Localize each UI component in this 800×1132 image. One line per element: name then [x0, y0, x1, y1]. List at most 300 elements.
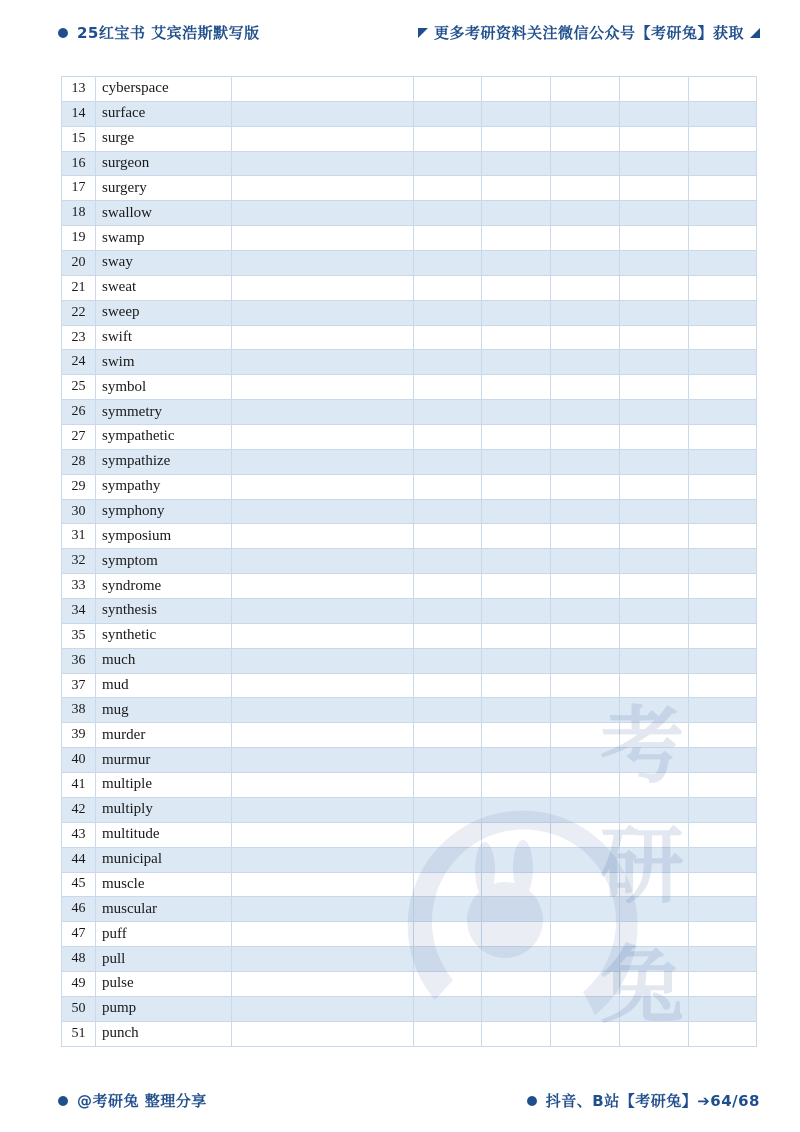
vocab-word: swamp — [96, 226, 232, 251]
row-number: 21 — [62, 275, 96, 300]
table-row — [62, 648, 757, 673]
blank-cell — [551, 797, 620, 822]
blank-cell — [482, 549, 551, 574]
blank-cell — [482, 176, 551, 201]
blank-cell — [620, 748, 689, 773]
vocab-word: synthetic — [96, 623, 232, 648]
blank-cell — [551, 822, 620, 847]
vocab-word: pull — [96, 947, 232, 972]
triangle-right-icon — [750, 28, 760, 38]
blank-cell — [689, 126, 757, 151]
row-number: 28 — [62, 449, 96, 474]
blank-cell — [232, 897, 414, 922]
blank-cell — [232, 673, 414, 698]
blank-cell — [414, 251, 482, 276]
blank-cell — [482, 325, 551, 350]
row-number: 37 — [62, 673, 96, 698]
blank-cell — [620, 449, 689, 474]
vocab-word: syndrome — [96, 574, 232, 599]
blank-cell — [551, 101, 620, 126]
blank-cell — [482, 773, 551, 798]
vocab-word: mud — [96, 673, 232, 698]
blank-cell — [689, 897, 757, 922]
blank-cell — [232, 822, 414, 847]
row-number: 43 — [62, 822, 96, 847]
row-number: 45 — [62, 872, 96, 897]
blank-cell — [689, 797, 757, 822]
header-promo: 更多考研资料关注微信公众号【考研兔】获取 — [433, 24, 744, 42]
blank-cell — [551, 599, 620, 624]
blank-cell — [620, 773, 689, 798]
blank-cell — [689, 574, 757, 599]
row-number: 35 — [62, 623, 96, 648]
table-row — [62, 77, 757, 102]
table-row — [62, 1021, 757, 1046]
blank-cell — [689, 1021, 757, 1046]
blank-cell — [482, 922, 551, 947]
table-row — [62, 623, 757, 648]
blank-cell — [414, 126, 482, 151]
blank-cell — [620, 797, 689, 822]
blank-cell — [620, 300, 689, 325]
blank-cell — [414, 797, 482, 822]
blank-cell — [620, 947, 689, 972]
blank-cell — [551, 947, 620, 972]
vocab-word: sympathy — [96, 474, 232, 499]
blank-cell — [551, 897, 620, 922]
blank-cell — [414, 226, 482, 251]
blank-cell — [414, 400, 482, 425]
blank-cell — [232, 400, 414, 425]
blank-cell — [689, 648, 757, 673]
row-number: 30 — [62, 499, 96, 524]
row-number: 18 — [62, 201, 96, 226]
blank-cell — [689, 549, 757, 574]
blank-cell — [689, 325, 757, 350]
blank-cell — [232, 599, 414, 624]
blank-cell — [689, 275, 757, 300]
table-row — [62, 375, 757, 400]
row-number: 41 — [62, 773, 96, 798]
table-row — [62, 325, 757, 350]
blank-cell — [414, 1021, 482, 1046]
footer-credit: @考研兔 整理分享 — [77, 1092, 207, 1110]
vocab-word: murmur — [96, 748, 232, 773]
table-row — [62, 275, 757, 300]
vocab-word: puff — [96, 922, 232, 947]
blank-cell — [689, 151, 757, 176]
row-number: 34 — [62, 599, 96, 624]
table-row — [62, 201, 757, 226]
row-number: 31 — [62, 524, 96, 549]
blank-cell — [482, 599, 551, 624]
blank-cell — [620, 673, 689, 698]
blank-cell — [620, 599, 689, 624]
table-row — [62, 698, 757, 723]
blank-cell — [414, 425, 482, 450]
header-left — [58, 22, 260, 43]
blank-cell — [414, 449, 482, 474]
table-row — [62, 574, 757, 599]
blank-cell — [620, 474, 689, 499]
blank-cell — [232, 922, 414, 947]
footer-page-info: 抖音、B站【考研兔】➔64/68 — [545, 1092, 760, 1110]
blank-cell — [620, 971, 689, 996]
row-number: 24 — [62, 350, 96, 375]
row-number: 13 — [62, 77, 96, 102]
vocab-table — [61, 76, 757, 1047]
blank-cell — [414, 201, 482, 226]
vocab-word: cyberspace — [96, 77, 232, 102]
blank-cell — [482, 623, 551, 648]
blank-cell — [620, 648, 689, 673]
blank-cell — [689, 201, 757, 226]
blank-cell — [414, 872, 482, 897]
row-number: 48 — [62, 947, 96, 972]
blank-cell — [620, 872, 689, 897]
vocab-word: swim — [96, 350, 232, 375]
blank-cell — [232, 300, 414, 325]
blank-cell — [414, 499, 482, 524]
blank-cell — [414, 325, 482, 350]
blank-cell — [482, 77, 551, 102]
blank-cell — [414, 101, 482, 126]
blank-cell — [689, 425, 757, 450]
table-row — [62, 996, 757, 1021]
blank-cell — [551, 449, 620, 474]
blank-cell — [232, 947, 414, 972]
table-row — [62, 971, 757, 996]
blank-cell — [620, 698, 689, 723]
table-row — [62, 400, 757, 425]
blank-cell — [689, 773, 757, 798]
table-row — [62, 151, 757, 176]
blank-cell — [620, 723, 689, 748]
blank-cell — [620, 822, 689, 847]
vocab-table-body — [62, 77, 757, 1047]
row-number: 15 — [62, 126, 96, 151]
row-number: 46 — [62, 897, 96, 922]
blank-cell — [551, 325, 620, 350]
row-number: 19 — [62, 226, 96, 251]
blank-cell — [232, 350, 414, 375]
vocab-word: symposium — [96, 524, 232, 549]
blank-cell — [620, 176, 689, 201]
blank-cell — [689, 698, 757, 723]
blank-cell — [482, 648, 551, 673]
blank-cell — [414, 474, 482, 499]
blank-cell — [689, 599, 757, 624]
blank-cell — [414, 549, 482, 574]
blank-cell — [620, 499, 689, 524]
vocab-word: punch — [96, 1021, 232, 1046]
blank-cell — [689, 226, 757, 251]
blank-cell — [620, 922, 689, 947]
blank-cell — [482, 524, 551, 549]
blank-cell — [620, 77, 689, 102]
blank-cell — [620, 226, 689, 251]
blank-cell — [482, 947, 551, 972]
blank-cell — [414, 698, 482, 723]
vocab-word: muscle — [96, 872, 232, 897]
vocab-table-container — [61, 76, 756, 1047]
blank-cell — [482, 499, 551, 524]
table-row — [62, 822, 757, 847]
vocab-word: surge — [96, 126, 232, 151]
blank-cell — [482, 872, 551, 897]
blank-cell — [689, 474, 757, 499]
blank-cell — [620, 524, 689, 549]
vocab-word: sweat — [96, 275, 232, 300]
blank-cell — [551, 300, 620, 325]
blank-cell — [232, 648, 414, 673]
blank-cell — [689, 822, 757, 847]
blank-cell — [414, 524, 482, 549]
table-row — [62, 499, 757, 524]
table-row — [62, 947, 757, 972]
table-row — [62, 897, 757, 922]
blank-cell — [232, 375, 414, 400]
blank-cell — [620, 275, 689, 300]
row-number: 20 — [62, 251, 96, 276]
table-row — [62, 251, 757, 276]
blank-cell — [232, 101, 414, 126]
blank-cell — [232, 872, 414, 897]
blank-cell — [232, 623, 414, 648]
table-row — [62, 549, 757, 574]
vocab-word: murder — [96, 723, 232, 748]
blank-cell — [232, 77, 414, 102]
blank-cell — [482, 449, 551, 474]
blank-cell — [482, 251, 551, 276]
blank-cell — [689, 176, 757, 201]
blank-cell — [482, 474, 551, 499]
vocab-word: swallow — [96, 201, 232, 226]
footer-left — [58, 1090, 207, 1111]
blank-cell — [551, 1021, 620, 1046]
vocab-word: sympathize — [96, 449, 232, 474]
blank-cell — [551, 922, 620, 947]
blank-cell — [482, 996, 551, 1021]
blank-cell — [232, 549, 414, 574]
blank-cell — [551, 251, 620, 276]
blank-cell — [551, 201, 620, 226]
blank-cell — [482, 723, 551, 748]
blank-cell — [620, 1021, 689, 1046]
blank-cell — [232, 151, 414, 176]
blank-cell — [482, 574, 551, 599]
table-row — [62, 350, 757, 375]
blank-cell — [551, 698, 620, 723]
row-number: 16 — [62, 151, 96, 176]
page-footer — [58, 1090, 760, 1112]
bullet-dot-icon — [58, 1096, 68, 1106]
blank-cell — [689, 723, 757, 748]
blank-cell — [620, 251, 689, 276]
row-number: 50 — [62, 996, 96, 1021]
blank-cell — [482, 400, 551, 425]
table-row — [62, 176, 757, 201]
blank-cell — [232, 1021, 414, 1046]
blank-cell — [232, 524, 414, 549]
row-number: 51 — [62, 1021, 96, 1046]
table-row — [62, 425, 757, 450]
blank-cell — [689, 922, 757, 947]
blank-cell — [482, 748, 551, 773]
vocab-word: sway — [96, 251, 232, 276]
blank-cell — [689, 748, 757, 773]
blank-cell — [414, 947, 482, 972]
blank-cell — [232, 325, 414, 350]
blank-cell — [551, 226, 620, 251]
blank-cell — [232, 499, 414, 524]
blank-cell — [551, 524, 620, 549]
blank-cell — [232, 251, 414, 276]
blank-cell — [551, 151, 620, 176]
blank-cell — [414, 971, 482, 996]
row-number: 36 — [62, 648, 96, 673]
table-row — [62, 226, 757, 251]
vocab-word: sympathetic — [96, 425, 232, 450]
blank-cell — [414, 599, 482, 624]
table-row — [62, 847, 757, 872]
blank-cell — [482, 425, 551, 450]
blank-cell — [689, 971, 757, 996]
vocab-word: much — [96, 648, 232, 673]
blank-cell — [689, 499, 757, 524]
blank-cell — [689, 872, 757, 897]
vocab-word: muscular — [96, 897, 232, 922]
row-number: 14 — [62, 101, 96, 126]
blank-cell — [482, 300, 551, 325]
blank-cell — [232, 449, 414, 474]
blank-cell — [689, 524, 757, 549]
blank-cell — [482, 797, 551, 822]
vocab-word: multitude — [96, 822, 232, 847]
vocab-word: symphony — [96, 499, 232, 524]
blank-cell — [689, 77, 757, 102]
row-number: 27 — [62, 425, 96, 450]
blank-cell — [551, 673, 620, 698]
blank-cell — [620, 325, 689, 350]
page-header — [58, 22, 760, 44]
row-number: 42 — [62, 797, 96, 822]
blank-cell — [482, 226, 551, 251]
blank-cell — [414, 773, 482, 798]
watermark-char-3: 兔 — [600, 936, 685, 1035]
blank-cell — [482, 698, 551, 723]
vocab-word: surface — [96, 101, 232, 126]
blank-cell — [232, 847, 414, 872]
blank-cell — [232, 773, 414, 798]
blank-cell — [232, 971, 414, 996]
blank-cell — [232, 474, 414, 499]
blank-cell — [551, 275, 620, 300]
blank-cell — [232, 748, 414, 773]
vocab-word: pulse — [96, 971, 232, 996]
vocab-word: mug — [96, 698, 232, 723]
row-number: 25 — [62, 375, 96, 400]
blank-cell — [232, 574, 414, 599]
blank-cell — [689, 673, 757, 698]
vocab-word: synthesis — [96, 599, 232, 624]
vocab-word: symptom — [96, 549, 232, 574]
blank-cell — [551, 425, 620, 450]
triangle-left-icon — [418, 28, 428, 38]
blank-cell — [620, 126, 689, 151]
row-number: 29 — [62, 474, 96, 499]
table-row — [62, 300, 757, 325]
blank-cell — [620, 897, 689, 922]
blank-cell — [482, 126, 551, 151]
blank-cell — [482, 201, 551, 226]
blank-cell — [689, 449, 757, 474]
blank-cell — [620, 425, 689, 450]
table-row — [62, 748, 757, 773]
blank-cell — [482, 673, 551, 698]
vocab-word: symmetry — [96, 400, 232, 425]
blank-cell — [414, 176, 482, 201]
vocab-word: swift — [96, 325, 232, 350]
bullet-dot-icon — [58, 28, 68, 38]
blank-cell — [414, 648, 482, 673]
blank-cell — [482, 822, 551, 847]
blank-cell — [232, 176, 414, 201]
blank-cell — [551, 574, 620, 599]
blank-cell — [551, 872, 620, 897]
vocab-word: multiply — [96, 797, 232, 822]
blank-cell — [551, 474, 620, 499]
blank-cell — [620, 574, 689, 599]
blank-cell — [620, 201, 689, 226]
blank-cell — [414, 375, 482, 400]
table-row — [62, 474, 757, 499]
vocab-word: symbol — [96, 375, 232, 400]
blank-cell — [482, 847, 551, 872]
table-row — [62, 723, 757, 748]
blank-cell — [551, 996, 620, 1021]
header-title: 25红宝书 艾宾浩斯默写版 — [77, 24, 260, 42]
blank-cell — [551, 748, 620, 773]
row-number: 49 — [62, 971, 96, 996]
blank-cell — [414, 822, 482, 847]
footer-right — [527, 1090, 760, 1111]
row-number: 33 — [62, 574, 96, 599]
blank-cell — [232, 226, 414, 251]
blank-cell — [482, 101, 551, 126]
blank-cell — [551, 549, 620, 574]
blank-cell — [551, 648, 620, 673]
table-row — [62, 922, 757, 947]
blank-cell — [551, 847, 620, 872]
blank-cell — [414, 574, 482, 599]
blank-cell — [551, 773, 620, 798]
vocab-word: sweep — [96, 300, 232, 325]
blank-cell — [620, 549, 689, 574]
table-row — [62, 449, 757, 474]
blank-cell — [482, 971, 551, 996]
blank-cell — [232, 797, 414, 822]
row-number: 44 — [62, 847, 96, 872]
blank-cell — [414, 723, 482, 748]
table-row — [62, 101, 757, 126]
blank-cell — [689, 375, 757, 400]
blank-cell — [232, 996, 414, 1021]
row-number: 23 — [62, 325, 96, 350]
blank-cell — [689, 251, 757, 276]
blank-cell — [414, 151, 482, 176]
blank-cell — [689, 847, 757, 872]
